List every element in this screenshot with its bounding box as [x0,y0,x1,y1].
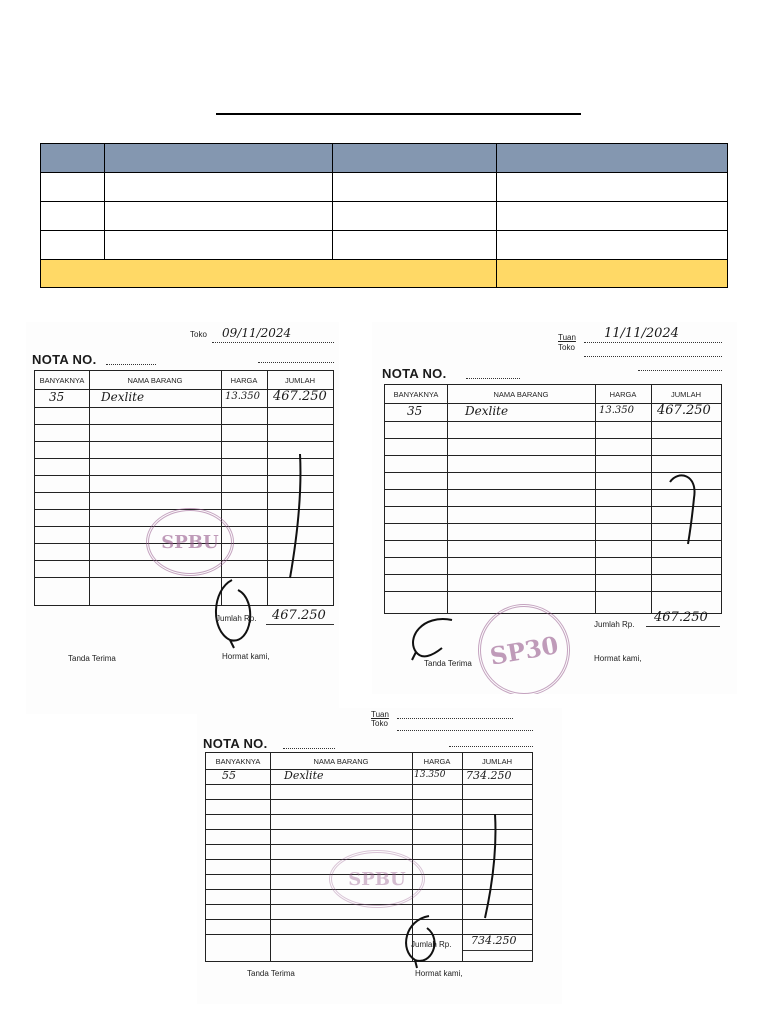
toko-dotted-line [397,730,533,731]
col-header-price: HARGA [609,389,637,399]
summary-cell [333,173,497,202]
tuan-label: Tuan [558,333,576,342]
tuan-dotted-line [584,342,722,343]
summary-header-cell [105,144,333,173]
address-dotted-line [449,746,533,747]
company-stamp [146,508,234,576]
nota-number-dotted [106,364,156,365]
summary-cell [497,173,728,202]
receipt-date: 11/11/2024 [604,326,679,341]
col-header-total: JUMLAH [481,756,512,766]
item-value: Dexlite [465,404,509,418]
address-dotted-line [258,362,334,363]
nota-number-dotted [466,378,520,379]
summary-cell [333,231,497,260]
stamp-text: SPBU [348,868,406,890]
summary-cell [41,231,105,260]
col-header-qty: BANYAKNYA [215,756,261,766]
summary-row [41,202,728,231]
qty-value: 55 [222,769,236,782]
col-header-item: NAMA BARANG [127,375,183,385]
title-underline [216,113,581,115]
col-header-qty: BANYAKNYA [39,375,85,385]
price-value: 13.350 [599,405,634,416]
summary-cell [105,231,333,260]
summary-header-cell [333,144,497,173]
check-stroke [282,452,312,582]
nota-number-dotted [283,748,335,749]
amount-value: 734.250 [466,769,512,782]
hormat-kami-label: Hormat kami, [415,969,463,978]
jumlah-underline [463,950,533,951]
tanda-terima-label: Tanda Terima [247,969,295,978]
toko-label: Toko [371,719,388,728]
company-stamp [329,850,425,908]
jumlah-label: Jumlah Rp. [216,614,257,623]
tuan-label: Tuan [371,710,389,719]
tuan-dotted-line [397,718,513,719]
summary-header-cell [41,144,105,173]
hormat-kami-label: Hormat kami, [222,652,270,661]
nota-title: NOTA NO. [382,366,447,381]
price-value: 13.350 [414,770,446,780]
summary-cell [497,231,728,260]
hormat-kami-label: Hormat kami, [594,654,642,663]
jumlah-value: 467.250 [654,610,708,625]
summary-total-label-cell [41,260,497,288]
tanda-terima-label: Tanda Terima [68,654,116,663]
summary-cell [41,202,105,231]
summary-row [41,231,728,260]
tanda-terima-label: Tanda Terima [424,659,472,668]
jumlah-label: Jumlah Rp. [594,620,635,629]
jumlah-label: Jumlah Rp. [411,940,452,949]
amount-value: 467.250 [657,403,711,418]
stamp-text: SPBU [161,531,219,553]
summary-cell [497,202,728,231]
summary-cell [105,202,333,231]
qty-value: 35 [407,404,423,418]
summary-header-row [41,144,728,173]
receipt-image-3 [197,708,562,1004]
summary-header-cell [497,144,728,173]
jumlah-underline [646,626,720,627]
toko-dotted-line [584,356,722,357]
summary-row [41,173,728,202]
toko-dotted-line [212,342,334,343]
summary-cell [333,202,497,231]
nota-title: NOTA NO. [32,352,97,367]
receipt-date: 09/11/2024 [222,326,292,340]
amount-value: 467.250 [273,389,327,404]
col-header-price: HARGA [423,756,451,766]
address-dotted-line [638,370,722,371]
item-value: Dexlite [284,769,324,782]
col-header-item: NAMA BARANG [313,756,369,766]
price-value: 13.350 [225,391,260,402]
receipt-image-2 [372,322,737,694]
toko-label: Toko [190,330,207,339]
col-header-total: JUMLAH [284,375,315,385]
nota-title: NOTA NO. [203,736,268,751]
col-header-item: NAMA BARANG [493,389,549,399]
summary-table [40,143,728,288]
signature-mark [202,570,262,650]
col-header-price: HARGA [230,375,258,385]
toko-label: Toko [558,343,575,352]
col-header-total: JUMLAH [670,389,701,399]
jumlah-underline [266,624,334,625]
summary-total-value-cell [497,260,728,288]
check-stroke [479,812,509,922]
jumlah-value: 734.250 [471,934,517,947]
col-header-qty: BANYAKNYA [393,389,439,399]
summary-cell [41,173,105,202]
jumlah-value: 467.250 [272,608,326,623]
receipt-image-1 [26,322,339,714]
summary-cell [105,173,333,202]
item-value: Dexlite [101,390,145,404]
stamp-text: SP30 [487,629,561,671]
check-stroke [664,468,704,548]
summary-total-row [41,260,728,288]
qty-value: 35 [49,390,65,404]
